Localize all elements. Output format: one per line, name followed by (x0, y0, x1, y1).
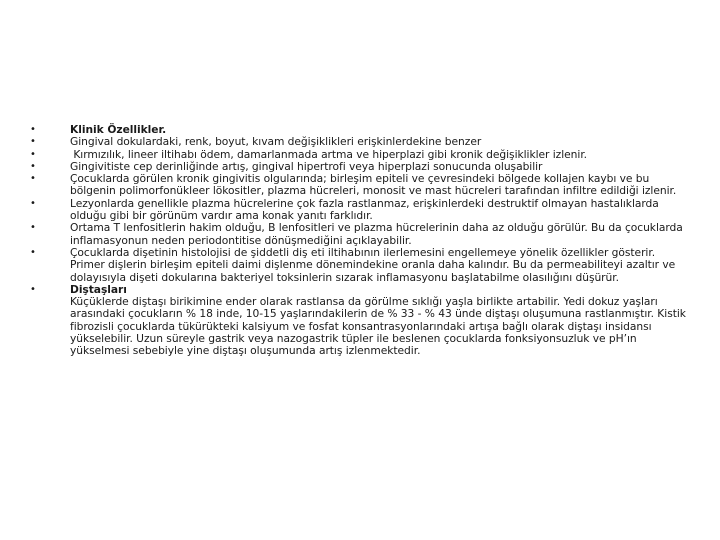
bullet-text: Lezyonlarda genellikle plazma hücrelerine çok fazla rastlanmaz, erişkinlerdeki destruktif olmayan hastalıklarda olduğu gibi bir görünüm vardır ama konak yanıtı farklıdır. (70, 196, 659, 223)
bullet-list (30, 124, 692, 358)
bullet-marker: • (30, 197, 36, 209)
bullet-item-histology (30, 247, 692, 284)
bullet-marker: • (30, 222, 36, 234)
bullet-marker: • (30, 160, 36, 172)
bullet-text: Kırmızılık, lineer iltihabı ödem, damarlanmada artma ve hiperplazi gibi kronik değişiklikler izlenir. (70, 147, 588, 161)
bullet-item-chronic-gingivitis (30, 173, 692, 198)
bullet-item-gingival-changes (30, 136, 692, 148)
bullet-text: Klinik Özellikler. (70, 123, 167, 136)
bullet-marker: • (30, 124, 36, 135)
bullet-item-calculus (30, 284, 692, 358)
bullet-marker: • (30, 136, 36, 148)
bullet-text-block (70, 284, 692, 358)
bullet-text: Gingival dokulardaki, renk, boyut, kıvam değişiklikleri erişkinlerdekine benzer (70, 135, 482, 149)
bullet-marker: • (30, 148, 36, 160)
bullet-marker: • (30, 173, 36, 185)
bullet-item-lesions (30, 198, 692, 223)
bullet-text: Küçüklerde diştaşı birikimine ender olarak rastlansa da görülme sıklığı yaşla birlikte artabilir. Yedi dokuz yaşları arasındaki çocukların % 18 inde, 10-15 yaşlarındakilerin de % 33 - % 43 ünde diştaşı oluşumuna rastlanmıştır. Kistik fibrozisli çocuklarda tükürükteki kalsiyum ve fosfat konsantrasyonlarındaki artışa bağlı olarak diştaşı insidansı yükselebilir. Uzun süreyle gastrik veya nazogastrik tüpler ile beslenen çocuklarda fonksiyonsuzluk ve pH’ın yükselmesi sebebiyle yine diştaşı oluşumunda artış izlenmektedir. (70, 295, 686, 358)
bullet-marker: • (30, 283, 36, 295)
bullet-text: Çocuklarda dişetinin histolojisi de şiddetli diş eti iltihabının ilerlemesini engellemeye yönelik özellikler gösterir. Primer dişlerin birleşim epiteli daimi dişlenme dönemindekine oranla daha kalındır. Bu da permeabiliteyi azaltır ve dolayısıyla dişeti dokularına bakteriyel toksinlerin sızarak inflamasyonu başlatabilme olasılığını düşürür. (70, 245, 676, 284)
bullet-item-t-lymphocytes (30, 222, 692, 247)
bullet-text: Gingivitiste cep derinliğinde artış, gingival hipertrofi veya hiperplazi sonucunda oluşabilir (70, 159, 543, 173)
section-heading: Diştaşları (70, 282, 127, 296)
bullet-text: Çocuklarda görülen kronik gingivitis olgularında; birleşim epiteli ve çevresindeki bölgede kollajen kaybı ve bu bölgenin polimorfonükleer lökositler, plazma hücreleri, monosit ve mast hücreleri tarafından infiltre edildiği izlenir. (70, 172, 677, 198)
bullet-marker: • (30, 246, 36, 258)
bullet-text: Ortama T lenfositlerin hakim olduğu, B lenfositleri ve plazma hücrelerinin daha az olduğu görülür. Bu da çocuklarda inflamasyonun neden periodontitise dönüşmediğini açıklayabilir. (70, 221, 683, 247)
